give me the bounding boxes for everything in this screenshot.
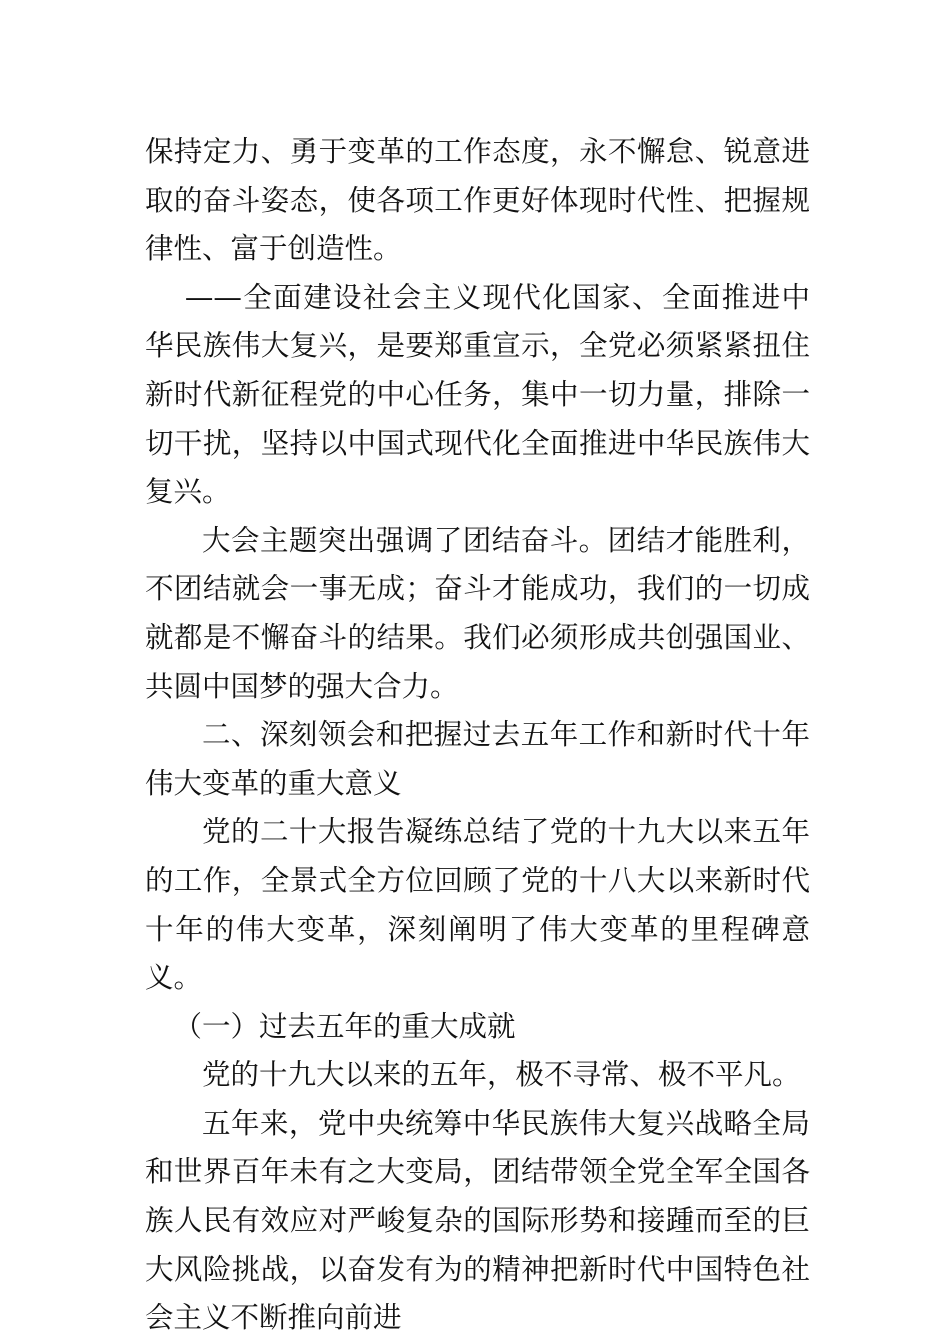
paragraph-achievements: 五年来，党中央统筹中华民族伟大复兴战略全局和世界百年未有之大变局，团结带领全党全军全国各族人民有效应对严峻复杂的国际形势和接踵而至的巨大风险挑战，以奋发有为的精神把新时代中国特色社会主义不断推向前进 [145, 1106, 810, 1335]
paragraph-continuation: 保持定力、勇于变革的工作态度，永不懈怠、锐意进取的奋斗姿态，使各项工作更好体现时代性、把握规律性、富于创造性。 [145, 135, 810, 266]
document-body [145, 128, 810, 1343]
subsection-heading-one: （一）过去五年的重大成就 [173, 1009, 516, 1043]
section-heading-two: 二、深刻领会和把握过去五年工作和新时代十年伟大变革的重大意义 [145, 718, 810, 800]
paragraph-report-summary: 党的二十大报告凝练总结了党的十九大以来五年的工作，全景式全方位回顾了党的十八大以来新时代十年的伟大变革，深刻阐明了伟大变革的里程碑意义。 [145, 815, 810, 995]
paragraph-unity: 大会主题突出强调了团结奋斗。团结才能胜利，不团结就会一事无成；奋斗才能成功，我们的一切成就都是不懈奋斗的结果。我们必须形成共创强国业、共圆中国梦的强大合力。 [145, 523, 810, 703]
paragraph-dash-point: ——全面建设社会主义现代化国家、全面推进中华民族伟大复兴，是要郑重宣示，全党必须紧紧扭住新时代新征程党的中心任务，集中一切力量，排除一切干扰，坚持以中国式现代化全面推进中华民族伟大复兴。 [145, 280, 810, 509]
paragraph-five-years: 党的十九大以来的五年，极不寻常、极不平凡。 [202, 1058, 801, 1092]
